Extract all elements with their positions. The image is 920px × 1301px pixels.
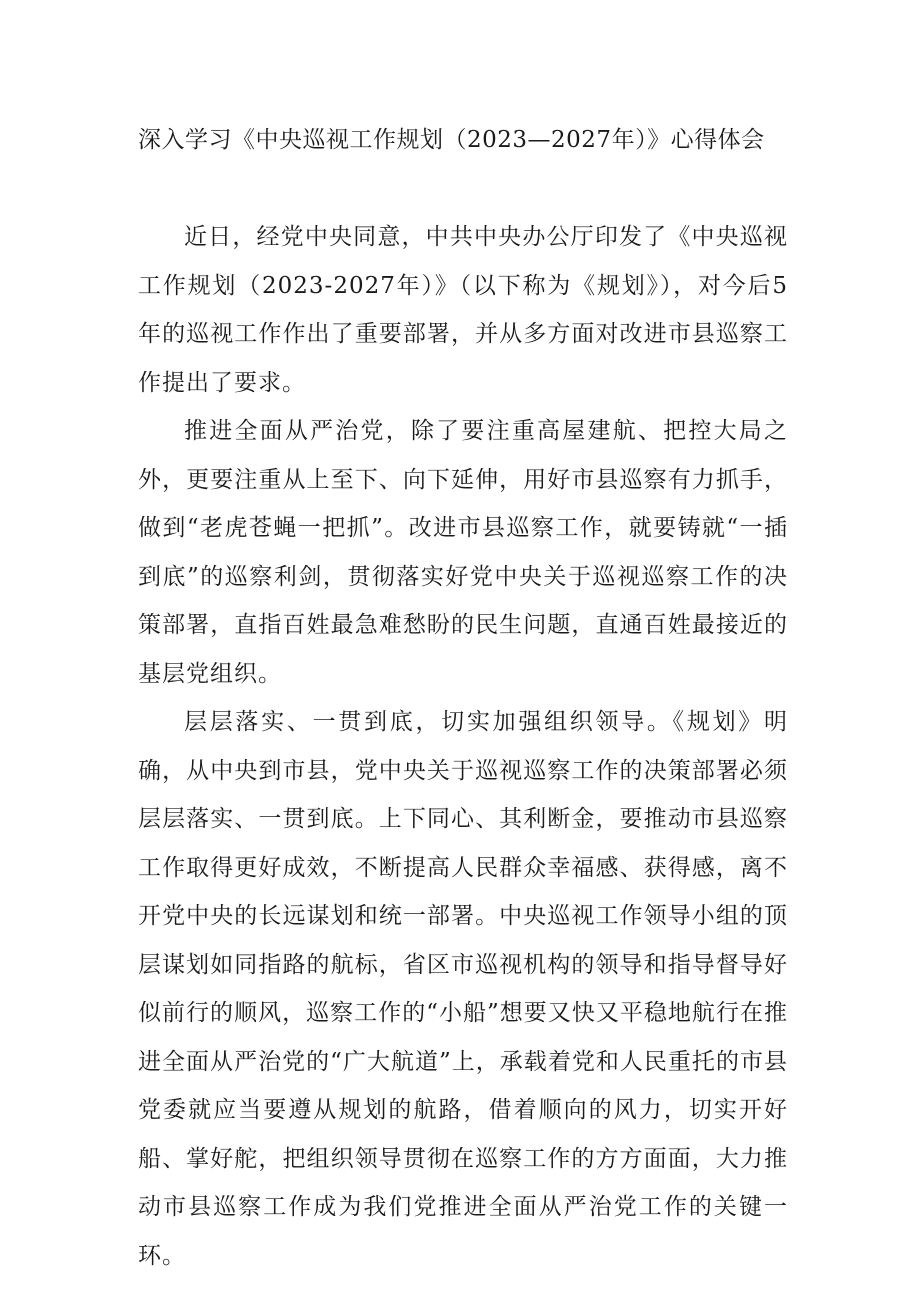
document-title: 深入学习《中央巡视工作规划（2023—2027年）》心得体会 (138, 127, 765, 153)
paragraph-intro: 近日，经党中央同意，中共中央办公厅印发了《中央巡视工作规划（2023-2027年）》（以下称为《规划》），对今后5年的巡视工作作出了重要部署，并从多方面对改进市县巡察工作提出了要求。 (138, 224, 788, 396)
paragraph-strict-governance: 推进全面从严治党，除了要注重高屋建航、把控大局之外，更要注重从上至下、向下延伸，用好市县巡察有力抓手，做到“老虎苍蝇一把抓”。改进市县巡察工作，就要铸就“一插到底”的巡察利剑，贯彻落实好党中央关于巡视巡察工作的决策部署，直指百姓最急难愁盼的民生问题，直通百姓最接近的基层党组织。 (138, 418, 788, 687)
paragraph-organizational-leadership: 层层落实、一贯到底，切实加强组织领导。《规划》明确，从中央到市县，党中央关于巡视巡察工作的决策部署必须层层落实、一贯到底。上下同心、其利断金，要推动市县巡察工作取得更好成效，不断提高人民群众幸福感、获得感，离不开党中央的长远谋划和统一部署。中央巡视工作领导小组的顶层谋划如同指路的航标，省区市巡视机构的领导和指导督导好似前行的顺风，巡察工作的“小船”想要又快又平稳地航行在推进全面从严治党的“广大航道”上，承载着党和人民重托的市县党委就应当要遵从规划的航路，借着顺向的风力，切实开好船、掌好舵，把组织领导贯彻在巡察工作的方方面面，大力推动市县巡察工作成为我们党推进全面从严治党工作的关键一环。 (138, 709, 788, 1269)
document-body (138, 213, 788, 1280)
